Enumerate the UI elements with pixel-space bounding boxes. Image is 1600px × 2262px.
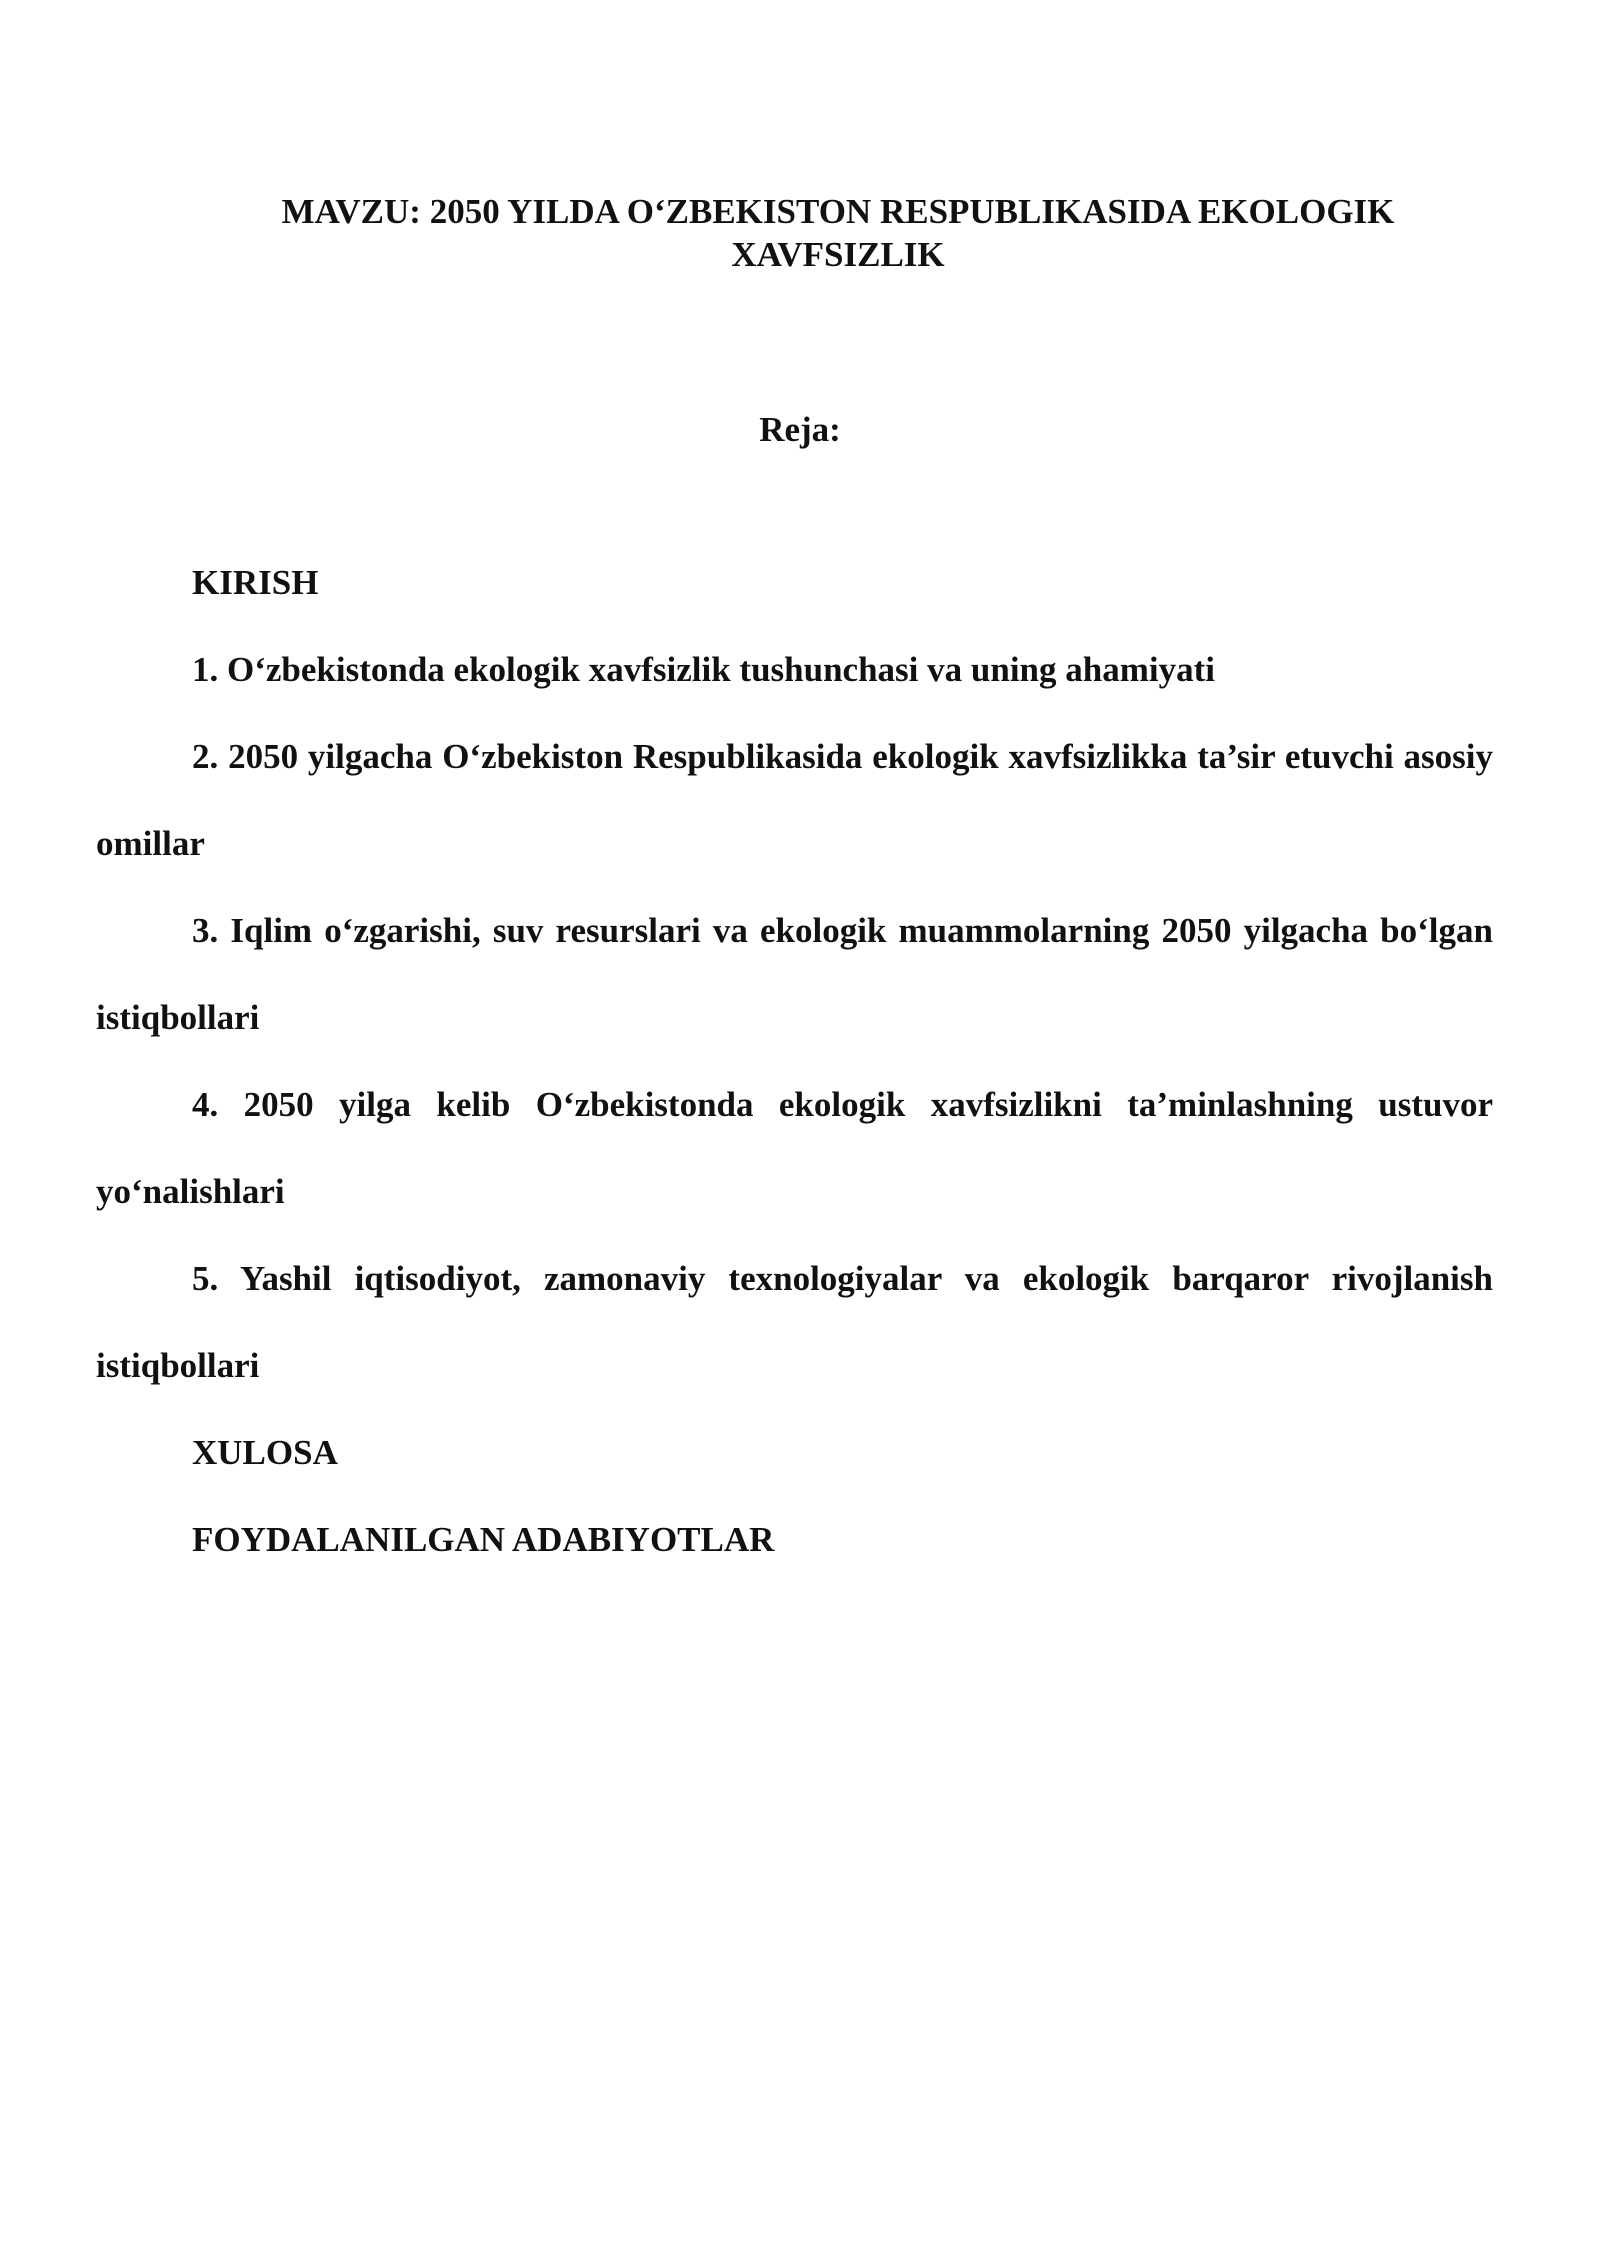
plan-item-references: FOYDALANILGAN ADABIYOTLAR: [192, 1520, 775, 1559]
plan-item-4: 4. 2050 yilga kelib O‘zbekistonda ekologik xavfsizlikni ta’minlashning ustuvor yo‘nalishlari: [96, 1085, 1493, 1211]
document-title: [230, 190, 1446, 276]
plan-item-5: 5. Yashil iqtisodiyot, zamonaviy texnologiyalar va ekologik barqaror rivojlanish istiqbollari: [96, 1259, 1493, 1385]
plan-heading: Reja:: [759, 410, 841, 449]
title-line-2: XAVFSIZLIK: [731, 235, 945, 274]
plan-item-conclusion: XULOSA: [192, 1433, 338, 1472]
plan-list: [96, 539, 1493, 1583]
plan-item-3: 3. Iqlim o‘zgarishi, suv resurslari va ekologik muammolarning 2050 yilgacha bo‘lgan istiqbollari: [96, 911, 1493, 1037]
plan-item-1: 1. O‘zbekistonda ekologik xavfsizlik tushunchasi va uning ahamiyati: [192, 650, 1215, 689]
plan-item-intro: KIRISH: [192, 563, 319, 602]
plan-item-2: 2. 2050 yilgacha O‘zbekiston Respublikasida ekologik xavfsizlikka ta’sir etuvchi asosiy omillar: [96, 737, 1493, 863]
title-line-1: MAVZU: 2050 YILDA O‘ZBEKISTON RESPUBLIKASIDA EKOLOGIK: [281, 192, 1395, 231]
